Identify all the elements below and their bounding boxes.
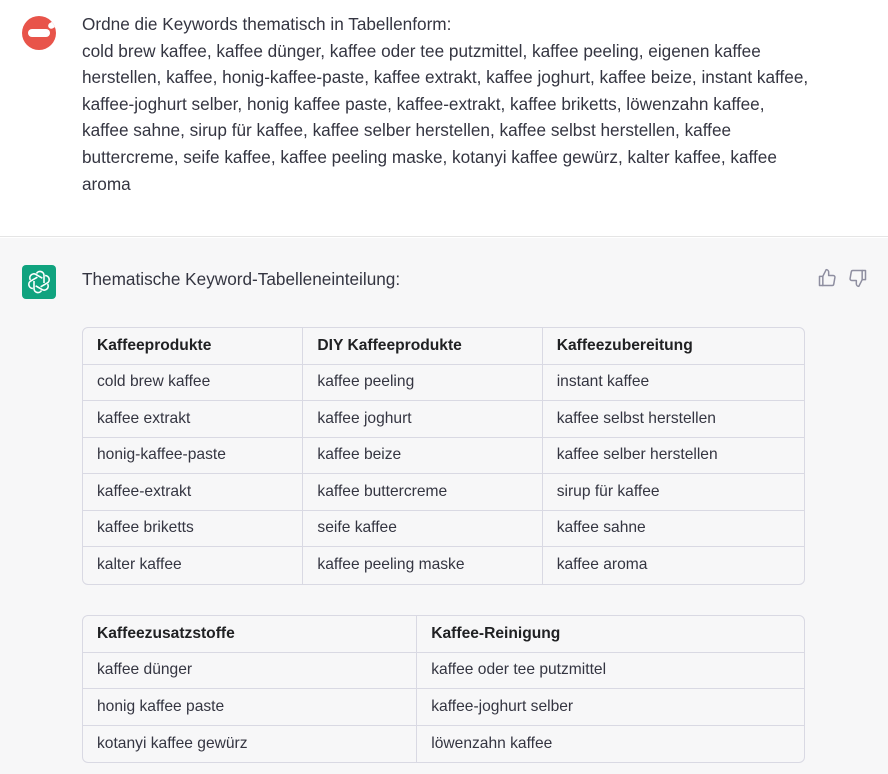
assistant-intro-text: Thematische Keyword-Tabelleneinteilung: [82, 269, 401, 289]
table-cell: kalter kaffee [83, 547, 303, 584]
table-row [83, 438, 804, 475]
table-cell: kaffee extrakt [83, 401, 303, 438]
table-header-cell: Kaffeeprodukte [83, 328, 303, 365]
table-cell: honig kaffee paste [83, 689, 417, 726]
ninja-avatar-icon [22, 16, 56, 50]
assistant-message [0, 238, 888, 774]
table-cell: kotanyi kaffee gewürz [83, 726, 417, 763]
table-cell: kaffee selbst herstellen [543, 401, 804, 438]
table-row [83, 474, 804, 511]
table-cell: sirup für kaffee [543, 474, 804, 511]
table-cell: kaffee-extrakt [83, 474, 303, 511]
openai-logo-icon [22, 265, 56, 299]
table-cell: kaffee selber herstellen [543, 438, 804, 475]
table-header-row [83, 616, 804, 653]
table-cell: honig-kaffee-paste [83, 438, 303, 475]
table-header-cell: Kaffeezubereitung [543, 328, 804, 365]
table-cell: kaffee dünger [83, 653, 417, 690]
table-cell: kaffee aroma [556, 556, 648, 574]
table-row [83, 511, 804, 548]
table-row [83, 653, 804, 690]
table-row [83, 547, 804, 584]
keyword-table-2 [82, 615, 805, 763]
table-cell: kaffee peeling [303, 365, 542, 402]
table-row [83, 401, 804, 438]
table-cell: kaffee beize [303, 438, 542, 475]
table-cell: kaffee oder tee putzmittel [417, 653, 804, 690]
table-cell: kaffee buttercreme [303, 474, 542, 511]
keyword-table-1 [82, 327, 805, 585]
table-header-cell: DIY Kaffeeprodukte [303, 328, 542, 365]
table-header-cell: Kaffee-Reinigung [417, 616, 804, 653]
table-cell: kaffee joghurt [303, 401, 542, 438]
thumbs-down-icon[interactable] [848, 268, 868, 288]
table-row [83, 689, 804, 726]
table-cell: instant kaffee [543, 365, 804, 402]
table-cell: cold brew kaffee [83, 365, 303, 402]
table-cell: kaffee sahne [543, 511, 804, 548]
table-cell: seife kaffee [303, 511, 542, 548]
table-row [83, 365, 804, 402]
table-header-cell: Kaffeezusatzstoffe [83, 616, 417, 653]
table-cell: kaffee peeling maske [303, 547, 542, 584]
user-message-text: Ordne die Keywords thematisch in Tabellenform: cold brew kaffee, kaffee dünger, kaffee oder tee putzmittel, kaffee peeling, eigenen kaffee herstellen, kaffee, honig-kaffee-paste, kaffee extrakt, kaffee joghurt, kaffee beize, instant kaffee, kaffee-joghurt selber, honig kaffee paste, kaffee-extrakt, kaffee briketts, löwenzahn kaffee, kaffee sahne, sirup für kaffee, kaffee selber herstellen, kaffee selbst herstellen, kaffee buttercreme, seife kaffee, kaffee peeling maske, kotanyi kaffee gewürz, kalter kaffee, kaffee aroma [82, 14, 809, 194]
thumbs-up-icon[interactable] [817, 268, 837, 288]
table-cell: kaffee briketts [83, 511, 303, 548]
table-cell: kaffee-joghurt selber [417, 689, 804, 726]
user-message [0, 0, 888, 237]
table-row [83, 726, 804, 763]
table-cell: löwenzahn kaffee [431, 734, 553, 752]
table-header-row [83, 328, 804, 365]
